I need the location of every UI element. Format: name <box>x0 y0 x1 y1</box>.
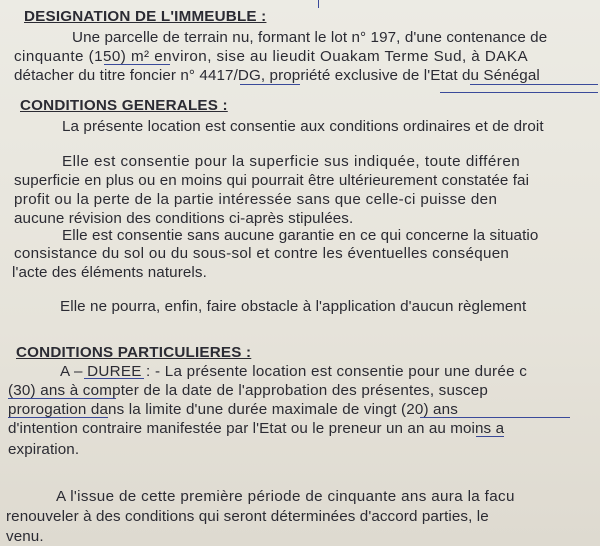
pen-underline <box>84 378 144 379</box>
generales-line-5: aucune révision des conditions ci-après stipulées. <box>14 210 354 227</box>
generales-line-8: l'acte des éléments naturels. <box>12 264 207 281</box>
pen-mark <box>318 0 319 8</box>
pen-underline <box>8 417 108 418</box>
duree-line-6: A l'issue de cette première période de cinquante ans aura la facu <box>56 488 515 505</box>
pen-underline <box>104 64 170 65</box>
duree-line-7: renouveler à des conditions qui seront déterminées d'accord parties, le <box>6 508 489 525</box>
duree-line-8: venu. <box>6 528 44 545</box>
pen-underline <box>440 92 598 93</box>
generales-line-4: profit ou la perte de la partie intéressée sans que celle-ci puisse den <box>14 191 498 208</box>
duree-line-2: (30) ans à compter de la date de l'approbation des présentes, suscep <box>8 382 489 399</box>
designation-line-1: Une parcelle de terrain nu, formant le lot n° 197, d'une contenance de <box>72 29 548 46</box>
pen-underline <box>240 84 300 85</box>
generales-line-1: La présente location est consentie aux conditions ordinaires et de droit <box>62 118 544 135</box>
duree-line-3: prorogation dans la limite d'une durée maximale de vingt (20) ans <box>8 401 458 418</box>
pen-underline <box>476 436 504 437</box>
designation-line-2: cinquante (150) m² environ, sise au lieudit Ouakam Terme Sud, à DAKA <box>14 48 529 65</box>
pen-underline <box>420 417 570 418</box>
generales-line-6: Elle est consentie sans aucune garantie en ce qui concerne la situatio <box>62 227 539 244</box>
pen-underline <box>470 84 598 85</box>
generales-line-2: Elle est consentie pour la superficie sus indiquée, toute différen <box>62 153 521 170</box>
generales-line-3: superficie en plus ou en moins qui pourrait être ultérieurement constatée fai <box>14 172 530 189</box>
generales-line-7: consistance du sol ou du sous-sol et contre les éventuelles conséquen <box>14 245 510 262</box>
pen-underline <box>8 398 116 399</box>
duree-line-4: d'intention contraire manifestée par l'Etat ou le preneur un an au moins a <box>8 420 505 437</box>
duree-line-5: expiration. <box>8 441 80 458</box>
generales-line-9: Elle ne pourra, enfin, faire obstacle à l'application d'aucun règlement <box>60 298 527 315</box>
heading-conditions-particulieres: CONDITIONS PARTICULIERES : <box>16 344 252 361</box>
heading-conditions-generales: CONDITIONS GENERALES : <box>20 97 228 114</box>
heading-designation: DESIGNATION DE L'IMMEUBLE : <box>24 8 267 25</box>
designation-line-3: détacher du titre foncier n° 4417/DG, propriété exclusive de l'Etat du Sénégal <box>14 67 540 84</box>
duree-line-1: A – DUREE : - La présente location est consentie pour une durée c <box>60 363 528 380</box>
